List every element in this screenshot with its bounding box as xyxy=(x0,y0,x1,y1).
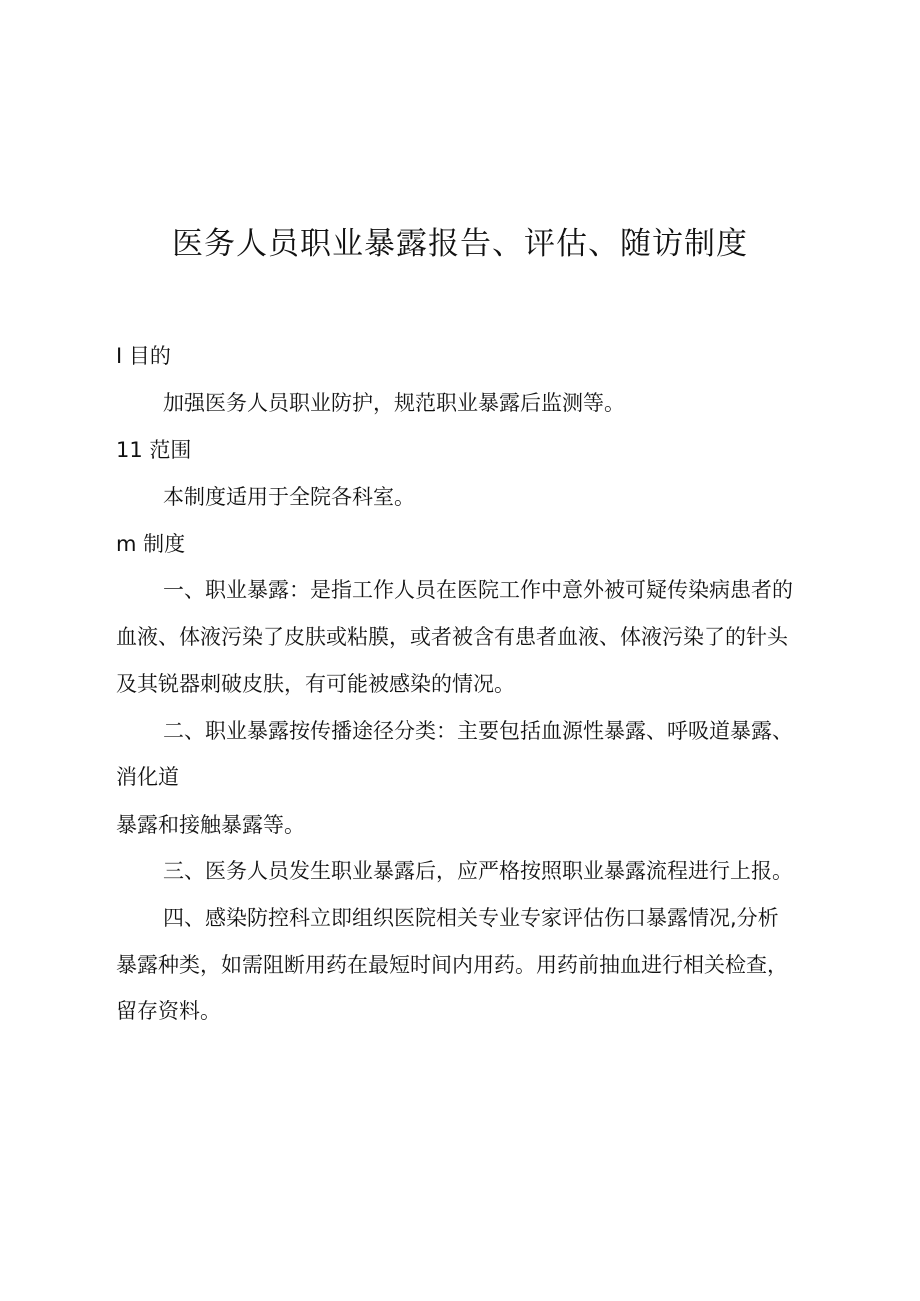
paragraph-line: 暴露和接触暴露等。 xyxy=(116,813,305,837)
paragraph-line: 四、感染防控科立即组织医院相关专业专家评估伤口暴露情况,分析 xyxy=(163,906,779,930)
paragraph-line: 加强医务人员职业防护，规范职业暴露后监测等。 xyxy=(163,391,625,415)
paragraph-line: 一、职业暴露：是指工作人员在医院工作中意外被可疑传染病患者的 xyxy=(163,578,793,602)
paragraph-line: 本制度适用于全院各科室。 xyxy=(163,485,415,509)
paragraph-line: 暴露种类，如需阻断用药在最短时间内用药。用药前抽血进行相关检查， xyxy=(116,953,788,977)
paragraph-line: 血液、体液污染了皮肤或粘膜，或者被含有患者血液、体液污染了的针头 xyxy=(116,625,788,649)
section-heading: m 制度 xyxy=(116,532,186,556)
paragraph-line: 消化道 xyxy=(116,765,179,789)
paragraph-line: 二、职业暴露按传播途径分类：主要包括血源性暴露、呼吸道暴露、 xyxy=(163,719,793,743)
paragraph-line: 留存资料。 xyxy=(116,999,221,1023)
paragraph-line: 三、医务人员发生职业暴露后，应严格按照职业暴露流程进行上报。 xyxy=(163,859,793,883)
paragraph-line: 及其锐器刺破皮肤，有可能被感染的情况。 xyxy=(116,672,515,696)
section-heading: I 目的 xyxy=(116,344,171,368)
section-heading: 11 范围 xyxy=(116,438,192,462)
document-title: 医务人员职业暴露报告、评估、随访制度 xyxy=(172,226,748,262)
